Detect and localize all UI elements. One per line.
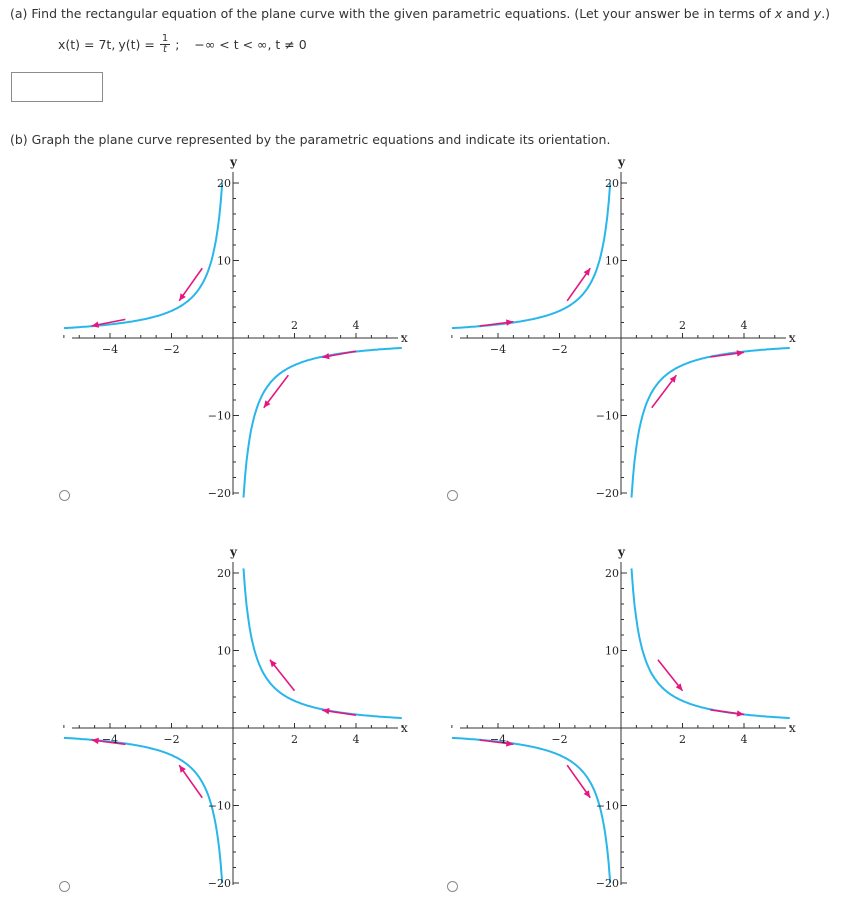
tick-label: −20 <box>595 487 619 500</box>
tick-label: 2 <box>291 733 298 746</box>
curve-branch-right <box>632 568 790 718</box>
orientation-arrow <box>567 268 590 301</box>
x-axis-label: x <box>401 331 408 345</box>
option-graph-3 <box>60 540 420 890</box>
tick-label: −2 <box>551 733 568 746</box>
axes <box>452 562 790 885</box>
tick-label: 4 <box>352 733 360 746</box>
tick-label: −20 <box>207 487 231 500</box>
curve-branch-left <box>452 183 610 328</box>
tick-label: −2 <box>163 733 180 746</box>
curve-branch-right <box>244 348 402 498</box>
x-axis-label: x <box>789 331 796 345</box>
tick-label: 20 <box>217 177 231 190</box>
parametric-equations: x(t) = 7t, y(t) = $\frac{1}{t}$ ; −∞ < t < ∞, t ≠ 0 <box>58 33 307 55</box>
axes <box>64 562 402 885</box>
tick-label: −4 <box>489 343 507 356</box>
y-axis-label: y <box>618 155 625 169</box>
tick-label: −4 <box>101 733 119 746</box>
option-graph-1 <box>60 150 420 500</box>
tick-label: −10 <box>595 799 619 813</box>
option-radio-4[interactable] <box>447 881 458 892</box>
orientation-arrow <box>179 268 202 301</box>
axes <box>64 172 402 495</box>
parameter-domain: −∞ < t < ∞, t ≠ 0 <box>194 37 307 52</box>
tick-label: 4 <box>740 733 748 746</box>
tick-label: −10 <box>207 409 231 423</box>
option-radio-1[interactable] <box>59 490 70 501</box>
tick-label: 2 <box>679 733 686 746</box>
tick-label: 20 <box>605 567 619 580</box>
option-radio-3[interactable] <box>59 881 70 892</box>
orientation-arrow <box>567 765 590 798</box>
tick-label: 4 <box>740 319 748 332</box>
option-graph-4 <box>448 540 808 890</box>
curve-branch-left <box>64 183 222 328</box>
curve-branch-right <box>632 348 790 498</box>
tick-label: −4 <box>101 343 119 356</box>
tick-label: −2 <box>551 343 568 356</box>
orientation-arrow <box>179 765 202 798</box>
orientation-arrows <box>92 660 356 798</box>
axes <box>452 172 790 495</box>
tick-label: −20 <box>207 877 231 890</box>
curve-branch-left <box>64 738 222 883</box>
tick-label: 4 <box>352 319 360 332</box>
orientation-arrow <box>652 375 677 408</box>
x-axis-label: x <box>401 721 408 735</box>
tick-label: −20 <box>595 877 619 890</box>
part-b-question: (b) Graph the plane curve represented by the parametric equations and indicate its orientation. <box>10 132 611 147</box>
tick-label: 20 <box>217 567 231 580</box>
y-axis-label: y <box>230 155 237 169</box>
equation-y: y(t) = <box>118 37 155 52</box>
tick-label: −10 <box>207 799 231 813</box>
fraction: $\frac{1}{t}$ <box>161 33 169 55</box>
y-axis-label: y <box>230 545 237 559</box>
curve-branch-right <box>244 568 402 718</box>
tick-label: 2 <box>291 319 298 332</box>
tick-label: 2 <box>679 319 686 332</box>
part-a-question: (a) Find the rectangular equation of the plane curve with the given parametric equations. (Let your answer be in terms of x and y.) <box>10 6 831 21</box>
orientation-arrows <box>480 660 744 798</box>
orientation-arrow <box>322 351 356 359</box>
x-axis-label: x <box>789 721 796 735</box>
tick-label: 10 <box>217 644 231 658</box>
tick-label: −2 <box>163 343 180 356</box>
tick-label: 20 <box>605 177 619 190</box>
orientation-arrow <box>264 375 289 408</box>
y-axis-label: y <box>618 545 625 559</box>
option-graph-2 <box>448 150 808 500</box>
option-radio-2[interactable] <box>447 490 458 501</box>
curve-branch-left <box>452 738 610 883</box>
equation-x: x(t) = 7t, <box>58 37 116 52</box>
tick-label: −10 <box>595 409 619 423</box>
tick-label: 10 <box>217 254 231 268</box>
tick-label: −4 <box>489 733 507 746</box>
answer-input[interactable] <box>11 72 103 102</box>
tick-label: 10 <box>605 644 619 658</box>
tick-label: 10 <box>605 254 619 268</box>
